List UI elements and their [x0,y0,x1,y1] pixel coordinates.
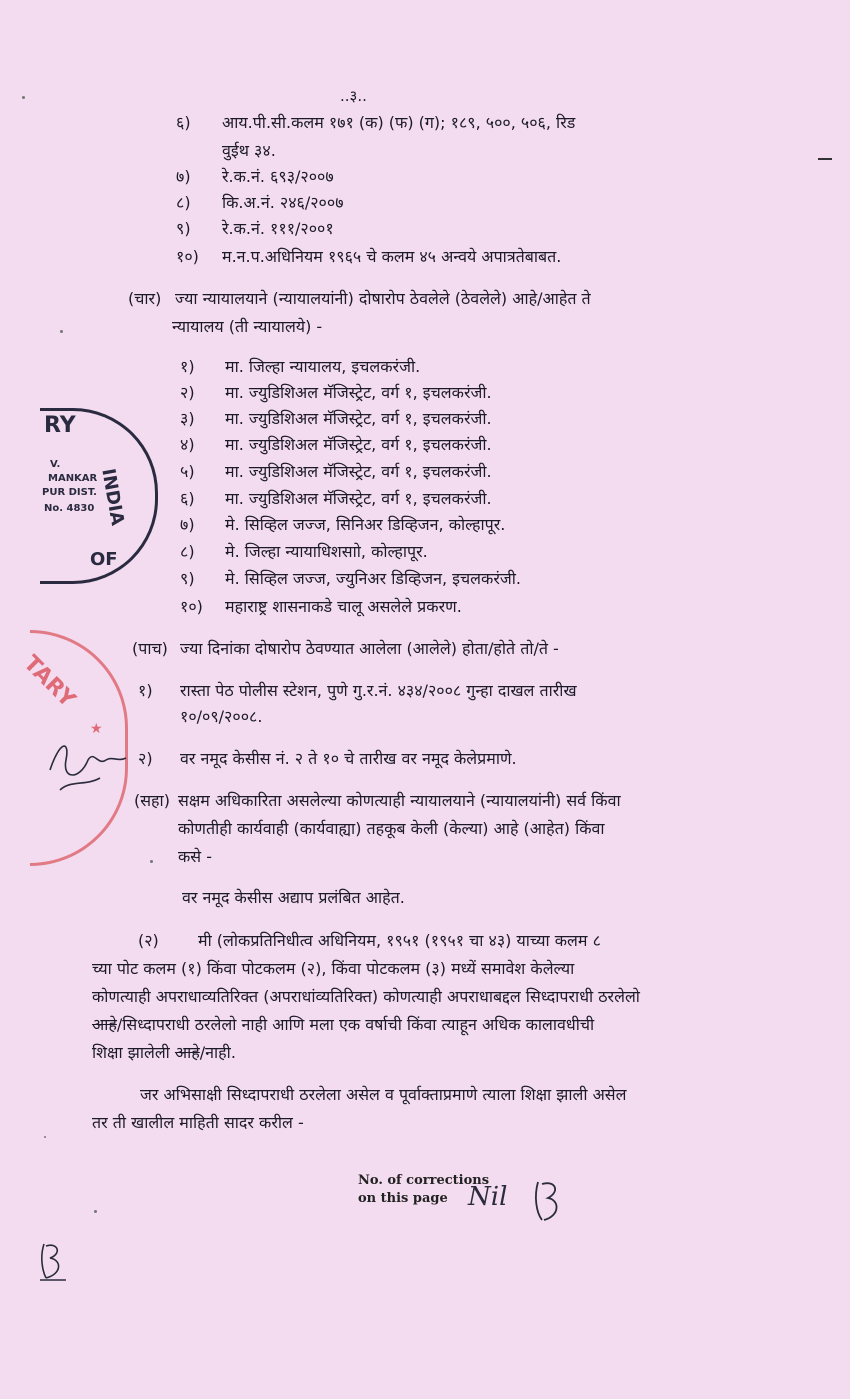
section-heading: कसे - [178,847,212,866]
section-label: (सहा) [134,791,170,810]
scan-speck [60,330,63,333]
stamp-text: MANKAR [48,473,98,484]
court-item: मा. जिल्हा न्यायालय, इचलकरंजी. [225,357,421,376]
list-item: रे.क.नं. १११/२००१ [222,219,334,238]
stamp-text: OF [90,549,118,570]
page-number: ..३.. [340,87,367,105]
list-item: वर नमूद केसीस नं. २ ते १० चे तारीख वर नमूद केलेप्रमाणे. [180,749,517,768]
court-number: ५) [180,462,195,481]
court-number: ७) [180,515,195,534]
paragraph-line: मी (लोकप्रतिनिधीत्व अधिनियम, १९५१ (१९५१ चा ४३) याच्या कलम ८ [198,931,601,950]
paragraph-line [92,1014,594,1036]
court-item: मा. ज्युडिशिअल मॅजिस्ट्रेट, वर्ग १, इचलकरंजी. [225,409,492,428]
court-item: महाराष्ट्र शासनाकडे चालू असलेले प्रकरण. [225,597,462,616]
list-number: १) [138,681,153,700]
stamp-text: No. 4830 [44,503,95,514]
scan-speck [150,860,153,863]
court-number: ९) [180,569,195,588]
paragraph-line: तर ती खालील माहिती सादर करील - [92,1113,304,1132]
scan-speck [44,1136,46,1138]
court-item: मा. ज्युडिशिअल मॅजिस्ट्रेट, वर्ग १, इचलकरंजी. [225,435,492,454]
court-number: १०) [180,597,203,616]
list-number: २) [138,749,153,768]
list-item: म.न.प.अधिनियम १९६५ चे कलम ४५ अन्वये अपात्रतेबाबत. [222,247,562,266]
section-heading: सक्षम अधिकारिता असलेल्या कोणत्याही न्यायालयाने (न्यायालयांनी) सर्व किंवा [178,791,621,810]
paragraph-line: च्या पोट कलम (१) किंवा पोटकलम (२), किंवा पोटकलम (३) मध्यें समावेश केलेल्या [92,959,575,978]
court-number: ६) [180,489,195,508]
margin-mark [818,158,832,160]
list-number: १०) [176,247,199,266]
court-number: ३) [180,409,195,428]
stamp-text: INDIA [97,467,128,528]
section-heading: कोणतीही कार्यवाही (कार्यवाह्या) तहकूब केली (केल्या) आहे (आहेत) किंवा [178,819,605,838]
list-item: रे.क.नं. ६९३/२००७ [222,167,334,186]
section-label: (चार) [128,289,162,308]
paragraph-label: (२) [138,931,159,950]
paragraph-text: /नाही. [199,1043,236,1062]
court-item: मे. सिव्हिल जज्ज, सिनिअर डिव्हिजन, कोल्हापूर. [225,515,506,534]
paragraph-text: /सिध्दापराधी ठरलेलो नाही आणि मला एक वर्षाची किंवा त्याहून अधिक कालावधीची [116,1015,595,1034]
scan-speck [22,96,25,99]
corrections-label: on this page [358,1191,448,1206]
court-item: मा. ज्युडिशिअल मॅजिस्ट्रेट, वर्ग १, इचलकरंजी. [225,462,492,481]
star-icon: ★ [90,721,103,737]
initials-signature [36,1240,72,1284]
struck-text: आहे [174,1043,200,1062]
stamp-text: TARY [18,651,80,713]
initials-signature [530,1176,570,1226]
list-item: रास्ता पेठ पोलीस स्टेशन, पुणे गु.र.नं. ४३४/२००८ गुन्हा दाखल तारीख [180,681,577,700]
court-number: २) [180,383,195,402]
list-item: वुईथ ३४. [222,141,276,160]
paragraph-line [92,1042,236,1064]
stamp-text: V. [50,459,61,470]
stamp-text: RY [44,413,76,438]
stamp-text: PUR DIST. [42,487,97,498]
paragraph-text: शिक्षा झालेली [92,1043,175,1062]
paragraph-line: कोणत्याही अपराधाव्यतिरिक्त (अपराधांव्यतिरिक्त) कोणत्याही अपराधाबद्दल सिध्दापराधी ठरलेलो [92,987,640,1006]
corrections-label: No. of corrections [358,1173,490,1188]
list-number: ७) [176,167,191,186]
corrections-value: Nil [468,1182,508,1212]
list-number: ६) [176,113,191,132]
court-item: मा. ज्युडिशिअल मॅजिस्ट्रेट, वर्ग १, इचलकरंजी. [225,383,492,402]
section-heading: ज्या दिनांका दोषारोप ठेवण्यात आलेला (आलेले) होता/होते तो/ते - [180,639,559,658]
section-label: (पाच) [132,639,168,658]
list-item: आय.पी.सी.कलम १७१ (क) (फ) (ग); १८९, ५००, ५०६, रिड [222,113,576,132]
list-number: ८) [176,193,191,212]
struck-text: आहे [92,1015,117,1034]
court-item: मे. सिव्हिल जज्ज, ज्युनिअर डिव्हिजन, इचलकरंजी. [225,569,521,588]
court-item: मे. जिल्हा न्यायाधिशसाो, कोल्हापूर. [225,542,428,561]
scan-speck [94,1210,97,1213]
notary-signature [40,730,130,800]
court-number: १) [180,357,195,376]
notary-stamp [40,408,158,584]
section-heading: ज्या न्यायालयाने (न्यायालयांनी) दोषारोप ठेवलेले (ठेवलेले) आहे/आहेत ते [175,289,591,308]
court-item: मा. ज्युडिशिअल मॅजिस्ट्रेट, वर्ग १, इचलकरंजी. [225,489,492,508]
paragraph-line: जर अभिसाक्षी सिध्दापराधी ठरलेला असेल व पूर्वाक्ताप्रमाणे त्याला शिक्षा झाली असेल [140,1085,627,1104]
court-number: ८) [180,542,195,561]
list-item: कि.अ.नं. २४६/२००७ [222,193,344,212]
list-item: १०/०९/२००८. [180,707,263,726]
section-heading: न्यायालय (ती न्यायालये) - [172,317,323,336]
court-number: ४) [180,435,195,454]
section-answer: वर नमूद केसीस अद्याप प्रलंबित आहेत. [182,888,405,907]
list-number: ९) [176,219,191,238]
